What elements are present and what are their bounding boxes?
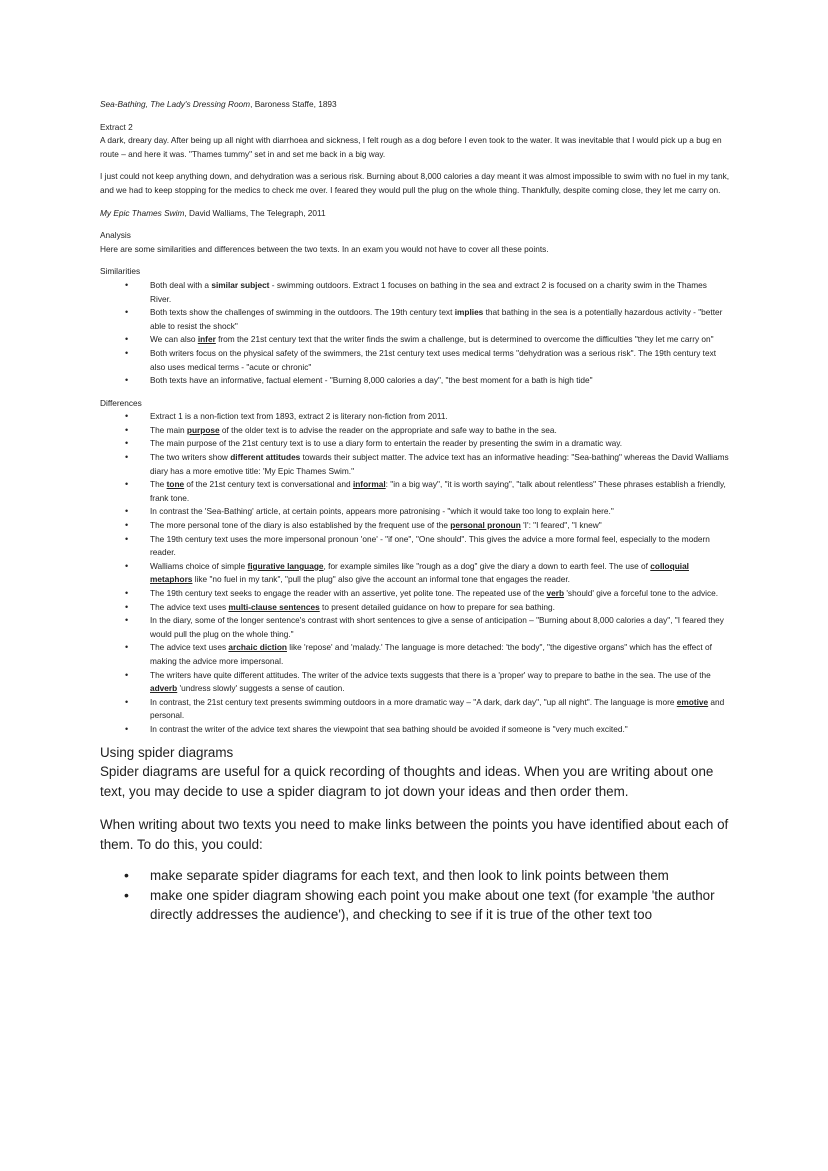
spider-section [100,743,730,925]
extract-paragraph-1: A dark, dreary day. After being up all night with diarrhoea and sickness, I felt rough as a dog before I even took to the water. It was inevitable that I would pick up a bug en route – and here it was. "Thames tummy" set in and set me back in a big way. [100,135,722,159]
source-title-1: Sea-Bathing, The Lady's Dressing Room [100,99,251,109]
source-citation-2 [100,207,730,221]
differences-list [100,410,730,736]
analysis-section [100,98,730,737]
source-details-1: , Baroness Staffe, 1893 [250,99,337,109]
source-citation-1 [100,98,730,112]
list-item: • make one spider diagram showing each point you make about one text (for example 'the author directly addresses the audience'), and checking to see if it is true of the other text too [100,886,730,925]
spider-heading: Using spider diagrams [100,744,234,760]
list-item: • In contrast the 'Sea-Bathing' article, at certain points, appears more patronising - "which it would take too long to explain here." [100,505,730,519]
list-item: • The 19th century text uses the more impersonal pronoun 'one' - "if one", "One should". This gives the advice a more formal feel, especially to the modern reader. [100,533,730,560]
list-item: • Both texts show the challenges of swimming in the outdoors. The 19th century text implies that bathing in the sea is a potentially hazardous activity - "better able to resist the shock" [100,306,730,333]
source-title-2: My Epic Thames Swim [100,207,185,218]
document-page [100,98,730,925]
source-details-2: , David Walliams, The Telegraph, 2011 [184,207,326,218]
list-item: • The 19th century text seeks to engage the reader with an assertive, yet polite tone. The repeated use of the verb 'should' give a forceful tone to the advice. [100,587,730,601]
analysis-heading: Analysis [100,230,131,241]
list-item: • Both deal with a similar subject - swimming outdoors. Extract 1 focuses on bathing in the sea and extract 2 is focused on a charity swim in the Thames River. [100,279,730,306]
spider-paragraph-2: When writing about two texts you need to make links between the points you have identified about each of them. To do this, you could: [100,817,729,852]
analysis-intro: Here are some similarities and differences between the two texts. In an exam you would not have to cover all these points. [100,243,549,254]
extract-paragraph-2: I just could not keep anything down, and dehydration was a serious risk. Burning about 8,000 calories a day meant it was almost impossible to swim with no fuel in my tank, and we had to keep stopping for the medics to check me over. I feared they would pull the plug on the whole thing. Thankfully, despite coming close, they let me carry on. [100,171,730,195]
list-item: • Both writers focus on the physical safety of the swimmers, the 21st century text uses medical terms "dehydration was a serious risk". The 19th century text also uses medical terms - "acute or chronic" [100,347,730,374]
list-item: • The two writers show different attitudes towards their subject matter. The advice text has an informative heading: "Sea-bathing" whereas the David Walliams diary has a more emotive title: 'My Epic Thames Swim." [100,451,730,478]
similarities-heading: Similarities [100,266,141,277]
list-item: • make separate spider diagrams for each text, and then look to link points between them [100,866,730,886]
list-item: • Extract 1 is a non-fiction text from 1893, extract 2 is literary non-fiction from 2011. [100,410,730,424]
list-item: • The more personal tone of the diary is also established by the frequent use of the personal pronoun 'I': "I feared", "I knew" [100,519,730,533]
list-item: • The tone of the 21st century text is conversational and informal: "in a big way", "it is worth saying", "talk about relentless" These phrases establish a friendly, frank tone. [100,478,730,505]
list-item: • Both texts have an informative, factual element - "Burning 8,000 calories a day", "the best moment for a bath is high tide" [100,374,730,388]
spider-paragraph-1: Spider diagrams are useful for a quick recording of thoughts and ideas. When you are writing about one text, you may decide to use a spider diagram to jot down your ideas and then order them. [100,764,714,799]
extract-heading: Extract 2 [100,121,133,132]
list-item: • In contrast, the 21st century text presents swimming outdoors in a more dramatic way – "A dark, dark day", "up all night". The language is more emotive and personal. [100,696,730,723]
differences-heading: Differences [100,397,142,408]
spider-list [100,866,730,925]
list-item: • In contrast the writer of the advice text shares the viewpoint that sea bathing should be avoided if someone is "very much excited." [100,723,730,737]
list-item: • We can also infer from the 21st century text that the writer finds the swim a challenge, but is determined to overcome the difficulties "they let me carry on" [100,333,730,347]
list-item: • The main purpose of the older text is to advise the reader on the appropriate and safe way to bathe in the sea. [100,424,730,438]
list-item: • In the diary, some of the longer sentence's contrast with short sentences to give a sense of anticipation – "Burning about 8,000 calories a day", "I feared they would pull the plug on the whole thing." [100,614,730,641]
list-item: • The main purpose of the 21st century text is to use a diary form to entertain the reader by presenting the swim in a dramatic way. [100,437,730,451]
similarities-list [100,279,730,388]
list-item: • Walliams choice of simple figurative language, for example similes like "rough as a dog" give the diary a down to earth feel. The use of colloquial metaphors like "no fuel in my tank", "pull the plug" also give the account an informal tone that engages the reader. [100,560,730,587]
list-item: • The writers have quite different attitudes. The writer of the advice texts suggests that there is a 'proper' way to prepare to bathe in the sea. The use of the adverb 'undress slowly' suggests a sense of caution. [100,669,730,696]
list-item: • The advice text uses multi-clause sentences to present detailed guidance on how to prepare for sea bathing. [100,601,730,615]
list-item: • The advice text uses archaic diction like 'repose' and 'malady.' The language is more detached: 'the body", "the digestive organs" which has the effect of making the advice more impersonal. [100,641,730,668]
